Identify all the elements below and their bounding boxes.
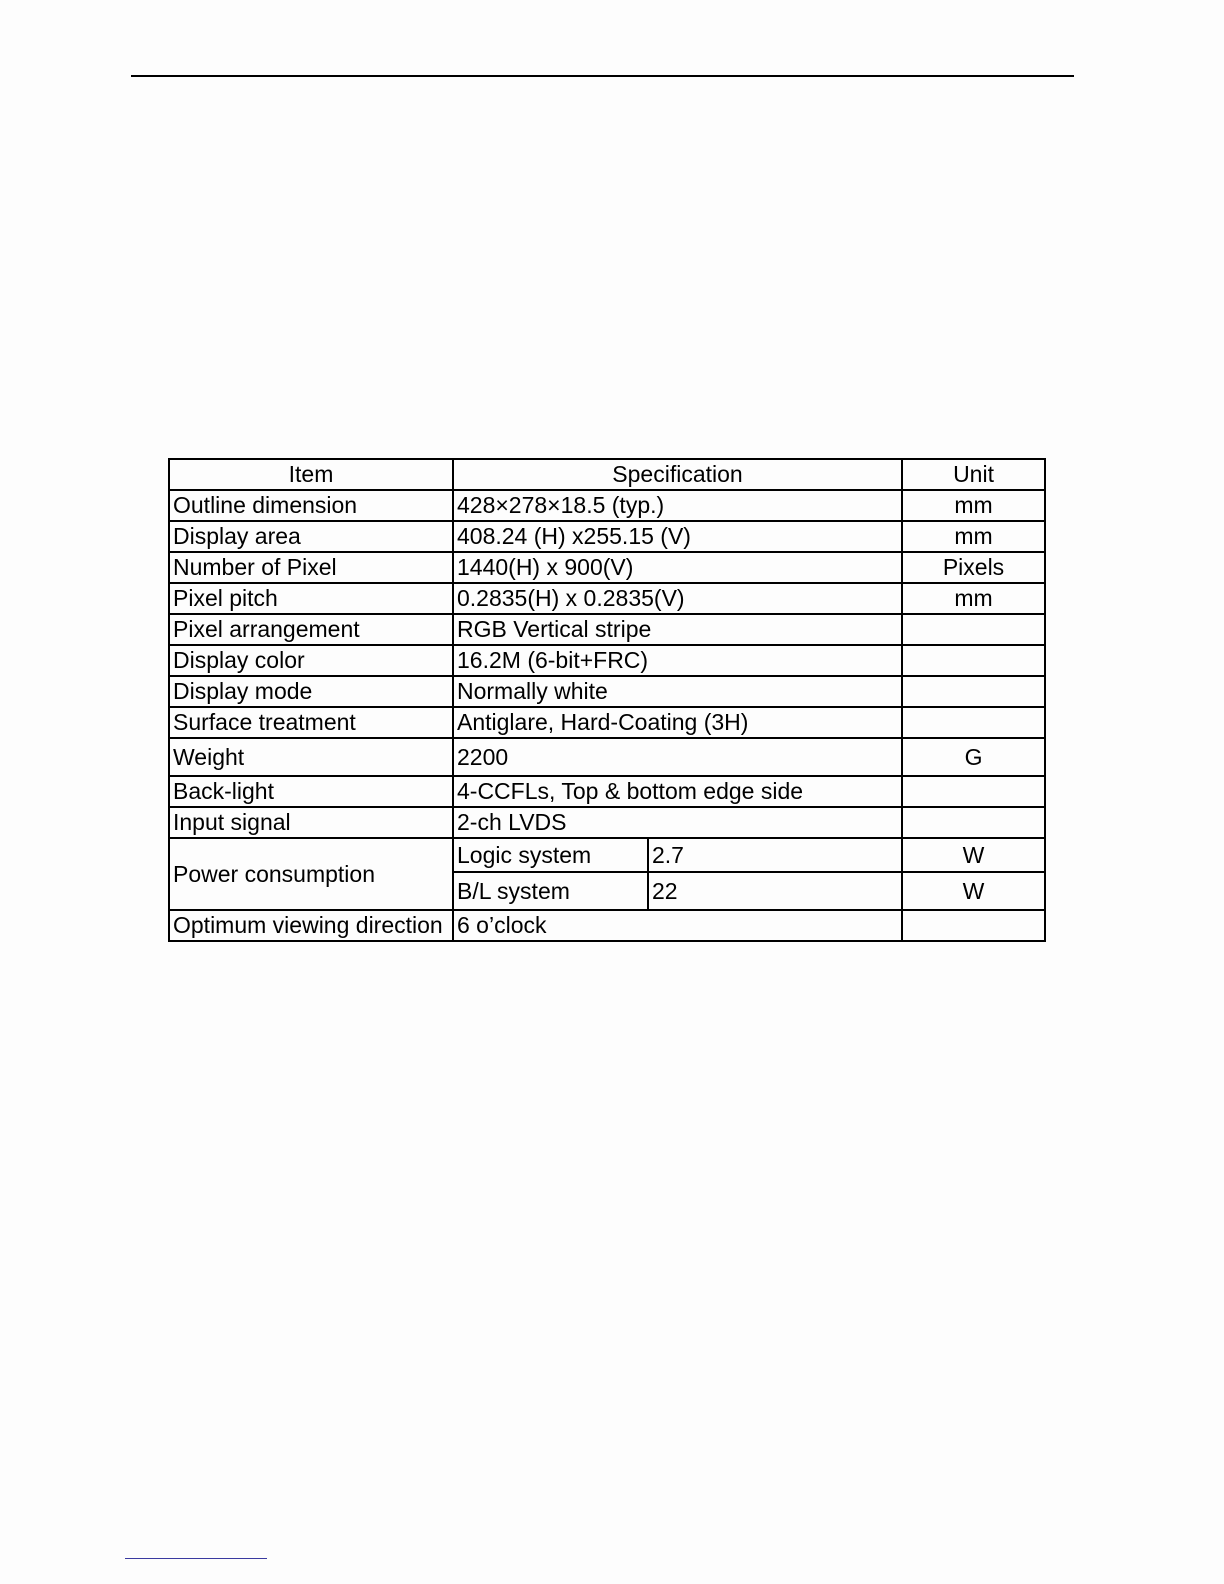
header-item: Item — [169, 459, 453, 490]
item-cell: Display color — [169, 645, 453, 676]
sub-item-cell: Logic system — [453, 838, 648, 872]
table-row — [169, 707, 1045, 738]
header-rule — [131, 75, 1074, 77]
unit-cell — [902, 910, 1045, 941]
table-row — [169, 614, 1045, 645]
item-cell: Pixel arrangement — [169, 614, 453, 645]
spec-cell: 1440(H) x 900(V) — [453, 552, 902, 583]
spec-table — [168, 458, 1046, 942]
table-row-power-logic — [169, 838, 1045, 872]
unit-cell: W — [902, 872, 1045, 910]
sub-value-cell: 2.7 — [648, 838, 902, 872]
item-cell: Display mode — [169, 676, 453, 707]
table-row — [169, 776, 1045, 807]
spec-cell: RGB Vertical stripe — [453, 614, 902, 645]
power-consumption-cell: Power consumption — [169, 838, 453, 910]
item-cell: Back-light — [169, 776, 453, 807]
table-row — [169, 738, 1045, 776]
table-row — [169, 583, 1045, 614]
spec-cell: 2200 — [453, 738, 902, 776]
spec-cell: Antiglare, Hard-Coating (3H) — [453, 707, 902, 738]
unit-cell — [902, 676, 1045, 707]
footer-rule — [125, 1558, 267, 1559]
table-row — [169, 676, 1045, 707]
spec-cell: 408.24 (H) x255.15 (V) — [453, 521, 902, 552]
sub-item-cell: B/L system — [453, 872, 648, 910]
spec-cell: 0.2835(H) x 0.2835(V) — [453, 583, 902, 614]
unit-cell: G — [902, 738, 1045, 776]
unit-cell — [902, 807, 1045, 838]
item-cell: Weight — [169, 738, 453, 776]
item-cell: Pixel pitch — [169, 583, 453, 614]
table-row — [169, 910, 1045, 941]
unit-cell: W — [902, 838, 1045, 872]
item-cell: Input signal — [169, 807, 453, 838]
item-cell: Number of Pixel — [169, 552, 453, 583]
spec-cell: 6 o’clock — [453, 910, 902, 941]
unit-cell — [902, 707, 1045, 738]
table-header-row — [169, 459, 1045, 490]
item-cell: Optimum viewing direction — [169, 910, 453, 941]
spec-cell: Normally white — [453, 676, 902, 707]
table-row — [169, 490, 1045, 521]
spec-cell: 428×278×18.5 (typ.) — [453, 490, 902, 521]
item-cell: Outline dimension — [169, 490, 453, 521]
header-specification: Specification — [453, 459, 902, 490]
sub-value-cell: 22 — [648, 872, 902, 910]
table-row — [169, 521, 1045, 552]
unit-cell: mm — [902, 583, 1045, 614]
unit-cell — [902, 776, 1045, 807]
spec-cell: 2-ch LVDS — [453, 807, 902, 838]
spec-cell: 4-CCFLs, Top & bottom edge side — [453, 776, 902, 807]
table-row — [169, 645, 1045, 676]
header-unit: Unit — [902, 459, 1045, 490]
spec-cell: 16.2M (6-bit+FRC) — [453, 645, 902, 676]
unit-cell — [902, 645, 1045, 676]
item-cell: Surface treatment — [169, 707, 453, 738]
unit-cell — [902, 614, 1045, 645]
unit-cell: mm — [902, 490, 1045, 521]
unit-cell: Pixels — [902, 552, 1045, 583]
item-cell: Display area — [169, 521, 453, 552]
unit-cell: mm — [902, 521, 1045, 552]
table-row — [169, 552, 1045, 583]
table-row — [169, 807, 1045, 838]
